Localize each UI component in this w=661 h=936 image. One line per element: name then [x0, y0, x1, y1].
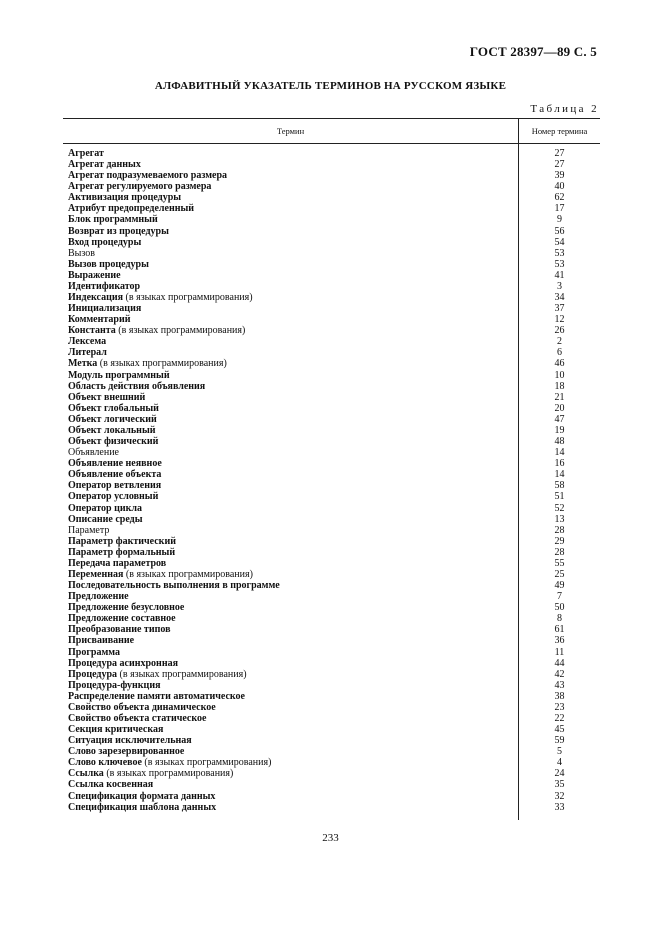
standard-code: ГОСТ 28397—89 С. 5 [469, 44, 597, 59]
table-row [63, 680, 600, 691]
table-row [63, 691, 600, 702]
term-cell [68, 148, 104, 159]
term-number-cell: 53 [554, 247, 565, 259]
term-number-cell: 14 [554, 469, 565, 481]
table-row [63, 403, 600, 414]
table-row [63, 447, 600, 458]
term-cell [68, 436, 158, 447]
term-cell [68, 159, 141, 170]
table-row [63, 436, 600, 447]
table-row [63, 336, 600, 347]
term-text: Константа [68, 325, 116, 337]
term-text: Объявление [68, 447, 119, 459]
term-number-cell: 13 [554, 513, 565, 525]
term-qualifier: (в языках программирования) [123, 292, 253, 304]
table-row [63, 237, 600, 248]
term-number-cell: 21 [554, 391, 565, 403]
term-text: Присваивание [68, 635, 135, 647]
term-text: Объект внешний [68, 391, 146, 403]
term-text: Объект физический [68, 436, 159, 448]
term-cell [68, 447, 119, 458]
term-cell [68, 702, 216, 713]
term-number-cell: 46 [554, 358, 565, 370]
term-cell [68, 214, 158, 225]
table-row [63, 569, 600, 580]
term-number-cell: 47 [554, 413, 565, 425]
term-text: Свойство объекта статическое [68, 712, 207, 724]
term-number-cell: 51 [554, 491, 565, 503]
table-row [63, 514, 600, 525]
term-cell [68, 713, 206, 724]
table-row [63, 381, 600, 392]
term-text: Секция критическая [68, 724, 164, 736]
term-qualifier: (в языках программирования) [141, 757, 272, 769]
table-row [63, 558, 600, 569]
term-cell [68, 624, 171, 635]
term-cell [68, 314, 131, 325]
terms-table [63, 118, 600, 820]
term-cell [68, 336, 106, 347]
term-text: Агрегат [68, 148, 104, 159]
term-cell [68, 558, 166, 569]
term-number-cell: 53 [554, 258, 565, 270]
term-cell [68, 503, 142, 514]
term-number-cell: 50 [554, 602, 565, 614]
term-text: Переменная [68, 568, 124, 580]
term-text: Ссылка [68, 768, 104, 780]
term-text: Идентификатор [68, 280, 141, 292]
term-cell [68, 536, 176, 547]
table-row [63, 547, 600, 558]
table-header-rule [63, 143, 600, 144]
table-row [63, 591, 600, 602]
term-text: Описание среды [68, 513, 143, 525]
column-header-term: Термин [276, 126, 305, 136]
term-text: Параметр фактический [68, 535, 176, 547]
term-cell [68, 791, 215, 802]
term-number-cell: 61 [554, 624, 565, 636]
term-number-cell: 20 [554, 402, 565, 414]
term-text: Оператор ветвления [68, 480, 162, 492]
term-cell [68, 203, 194, 214]
term-number-cell: 38 [554, 690, 565, 702]
term-number-cell: 39 [554, 170, 565, 182]
term-cell [68, 802, 216, 813]
table-row [63, 270, 600, 281]
term-cell [68, 735, 192, 746]
term-text: Предложение составное [68, 613, 176, 625]
term-cell [68, 613, 176, 624]
term-cell [68, 724, 163, 735]
table-row [63, 370, 600, 381]
term-text: Индексация [68, 292, 124, 304]
term-cell [68, 403, 159, 414]
term-cell [68, 514, 143, 525]
term-number-cell: 59 [554, 735, 565, 747]
term-cell [68, 580, 280, 591]
term-text: Объект глобальный [68, 402, 159, 414]
table-row [63, 314, 600, 325]
table-row [63, 281, 600, 292]
term-number-cell: 24 [554, 768, 565, 780]
term-number-cell: 28 [554, 546, 565, 558]
term-cell [68, 358, 227, 369]
term-cell [68, 491, 158, 502]
term-number-cell: 35 [554, 779, 565, 791]
table-row [63, 735, 600, 746]
table-row [63, 358, 600, 369]
table-row [63, 613, 600, 624]
term-text: Процедура [68, 668, 118, 680]
term-text: Последовательность выполнения в программе [68, 580, 280, 592]
term-text: Объект логический [68, 413, 157, 425]
term-number-cell: 52 [554, 502, 565, 514]
term-text: Инициализация [68, 303, 142, 315]
term-cell [68, 226, 169, 237]
term-cell [68, 270, 121, 281]
term-number-cell: 40 [554, 181, 565, 193]
term-cell [68, 602, 184, 613]
term-cell [68, 347, 107, 358]
table-row [63, 303, 600, 314]
term-cell [68, 303, 141, 314]
table-row [63, 536, 600, 547]
term-number-cell: 34 [554, 292, 565, 304]
table-row [63, 170, 600, 181]
term-text: Модуль программный [68, 369, 170, 381]
term-cell [68, 248, 95, 259]
term-text: Параметр формальный [68, 546, 176, 558]
table-row [63, 458, 600, 469]
term-text: Активизация процедуры [68, 192, 182, 204]
term-number-cell: 55 [554, 557, 565, 569]
term-number-cell: 32 [554, 790, 565, 802]
table-row [63, 259, 600, 270]
table-row [63, 214, 600, 225]
term-text: Предложение [68, 591, 129, 603]
term-cell [68, 325, 245, 336]
term-cell [68, 292, 253, 303]
table-row [63, 392, 600, 403]
term-number-cell: 11 [554, 646, 565, 658]
term-number-cell: 62 [554, 192, 565, 204]
term-number-cell: 17 [554, 203, 565, 215]
term-cell [68, 757, 271, 768]
table-row [63, 802, 600, 813]
term-cell [68, 647, 120, 658]
term-number-cell: 8 [557, 613, 562, 625]
table-row [63, 425, 600, 436]
term-number-cell: 26 [554, 325, 565, 337]
term-text: Программа [68, 646, 120, 658]
term-number-cell: 7 [557, 591, 562, 603]
term-text: Свойство объекта динамическое [68, 701, 216, 713]
term-cell [68, 425, 156, 436]
term-number-cell: 23 [554, 701, 565, 713]
term-cell [68, 170, 227, 181]
table-row [63, 181, 600, 192]
table-row [63, 702, 600, 713]
table-row [63, 203, 600, 214]
table-label: Таблица 2 [530, 103, 599, 115]
term-number-cell: 43 [554, 679, 565, 691]
term-text: Объявление неявное [68, 458, 162, 470]
term-cell [68, 392, 145, 403]
term-number-cell: 56 [554, 225, 565, 237]
table-row [63, 602, 600, 613]
term-text: Спецификация формата данных [68, 790, 216, 802]
term-number-cell: 44 [554, 657, 565, 669]
table-row [63, 248, 600, 259]
table-row [63, 469, 600, 480]
table-row [63, 724, 600, 735]
term-text: Вход процедуры [68, 236, 142, 248]
term-text: Параметр [68, 524, 110, 536]
term-number-cell: 42 [554, 668, 565, 680]
term-number-cell: 54 [554, 236, 565, 248]
term-cell [68, 192, 181, 203]
term-text: Слово зарезервированное [68, 746, 185, 758]
term-text: Процедура асинхронная [68, 657, 178, 669]
term-text: Преобразование типов [68, 624, 171, 636]
term-number-cell: 48 [554, 436, 565, 448]
table-row [63, 226, 600, 237]
term-text: Вызов процедуры [68, 258, 149, 270]
term-text: Оператор условный [68, 491, 159, 503]
term-number-cell: 22 [554, 712, 565, 724]
term-cell [68, 237, 141, 248]
term-number-cell: 3 [557, 280, 562, 292]
term-qualifier: (в языках программирования) [115, 325, 246, 337]
term-cell [68, 469, 161, 480]
term-number-cell: 29 [554, 535, 565, 547]
term-text: Предложение безусловное [68, 602, 185, 614]
term-text: Выражение [68, 269, 121, 281]
term-cell [68, 480, 161, 491]
term-number-cell: 2 [557, 336, 562, 348]
term-number-cell: 10 [554, 369, 565, 381]
term-qualifier: (в языках программирования) [123, 568, 253, 580]
term-cell [68, 635, 134, 646]
term-text: Агрегат данных [68, 159, 141, 171]
term-number-cell: 18 [554, 380, 565, 392]
table-row [63, 624, 600, 635]
term-number-cell: 33 [554, 801, 565, 813]
term-text: Передача параметров [68, 557, 167, 569]
table-row [63, 480, 600, 491]
term-text: Метка [68, 358, 98, 370]
term-cell [68, 591, 129, 602]
table-row [63, 669, 600, 680]
table-row [63, 580, 600, 591]
table-row [63, 414, 600, 425]
term-text: Ссылка косвенная [68, 779, 154, 791]
table-row [63, 503, 600, 514]
term-text: Распределение памяти автоматическое [68, 690, 245, 702]
table-body [63, 148, 600, 813]
page-title: АЛФАВИТНЫЙ УКАЗАТЕЛЬ ТЕРМИНОВ НА РУССКОМ ЯЗЫКЕ [154, 80, 507, 92]
table-row [63, 713, 600, 724]
term-text: Спецификация шаблона данных [68, 801, 217, 813]
term-cell [68, 458, 162, 469]
term-text: Лексема [68, 336, 107, 348]
term-cell [68, 746, 184, 757]
term-text: Возврат из процедуры [68, 225, 169, 237]
term-number-cell: 49 [554, 580, 565, 592]
term-number-cell: 16 [554, 458, 565, 470]
term-cell [68, 547, 175, 558]
term-number-cell: 14 [554, 447, 565, 459]
table-row [63, 635, 600, 646]
term-text: Атрибут предопределенный [68, 203, 195, 215]
table-row [63, 746, 600, 757]
table-row [63, 768, 600, 779]
term-text: Комментарий [68, 314, 131, 326]
term-number-cell: 36 [554, 635, 565, 647]
term-text: Литерал [68, 347, 107, 359]
term-number-cell: 27 [554, 148, 565, 159]
term-number-cell: 58 [554, 480, 565, 492]
term-text: Область действия объявления [68, 380, 206, 392]
term-cell [68, 779, 153, 790]
term-qualifier: (в языках программирования) [117, 668, 247, 680]
table-row [63, 491, 600, 502]
term-number-cell: 5 [557, 746, 562, 758]
table-row [63, 757, 600, 768]
term-cell [68, 414, 157, 425]
table-row [63, 192, 600, 203]
term-number-cell: 19 [554, 424, 565, 436]
term-number-cell: 6 [557, 347, 562, 359]
term-number-cell: 41 [554, 269, 565, 281]
term-text: Блок программный [68, 214, 158, 226]
term-text: Вызов [68, 247, 96, 259]
term-number-cell: 25 [554, 568, 565, 580]
term-number-cell: 27 [554, 159, 565, 171]
term-number-cell: 45 [554, 724, 565, 736]
table-row [63, 779, 600, 790]
term-text: Объявление объекта [68, 469, 162, 481]
term-cell [68, 658, 178, 669]
table-row [63, 148, 600, 159]
term-text: Слово ключевое [68, 757, 142, 769]
term-cell [68, 281, 140, 292]
term-cell [68, 669, 247, 680]
term-text: Агрегат регулируемого размера [68, 181, 212, 193]
table-top-rule [63, 118, 600, 119]
term-cell [68, 691, 245, 702]
term-text: Агрегат подразумеваемого размера [68, 170, 228, 182]
table-row [63, 658, 600, 669]
term-number-cell: 37 [554, 303, 565, 315]
table-row [63, 159, 600, 170]
table-row [63, 791, 600, 802]
term-text: Ситуация исключительная [68, 735, 192, 747]
term-cell [68, 768, 233, 779]
term-qualifier: (в языках программирования) [103, 768, 234, 780]
term-number-cell: 28 [554, 524, 565, 536]
term-cell [68, 680, 161, 691]
term-number-cell: 12 [554, 314, 565, 326]
page-number: 233 [322, 832, 339, 844]
term-cell [68, 381, 205, 392]
table-row [63, 347, 600, 358]
term-cell [68, 370, 170, 381]
table-row [63, 325, 600, 336]
term-cell [68, 525, 109, 536]
term-text: Процедура-функция [68, 679, 161, 691]
column-header-number: Номер термина [531, 126, 588, 136]
term-number-cell: 4 [557, 757, 562, 769]
term-cell [68, 259, 149, 270]
term-text: Оператор цикла [68, 502, 143, 514]
table-row [63, 292, 600, 303]
term-text: Объект локальный [68, 424, 156, 436]
term-number-cell: 9 [557, 214, 562, 226]
table-row [63, 525, 600, 536]
term-cell [68, 181, 211, 192]
term-cell [68, 569, 253, 580]
term-qualifier: (в языках программирования) [97, 358, 227, 370]
table-row [63, 647, 600, 658]
